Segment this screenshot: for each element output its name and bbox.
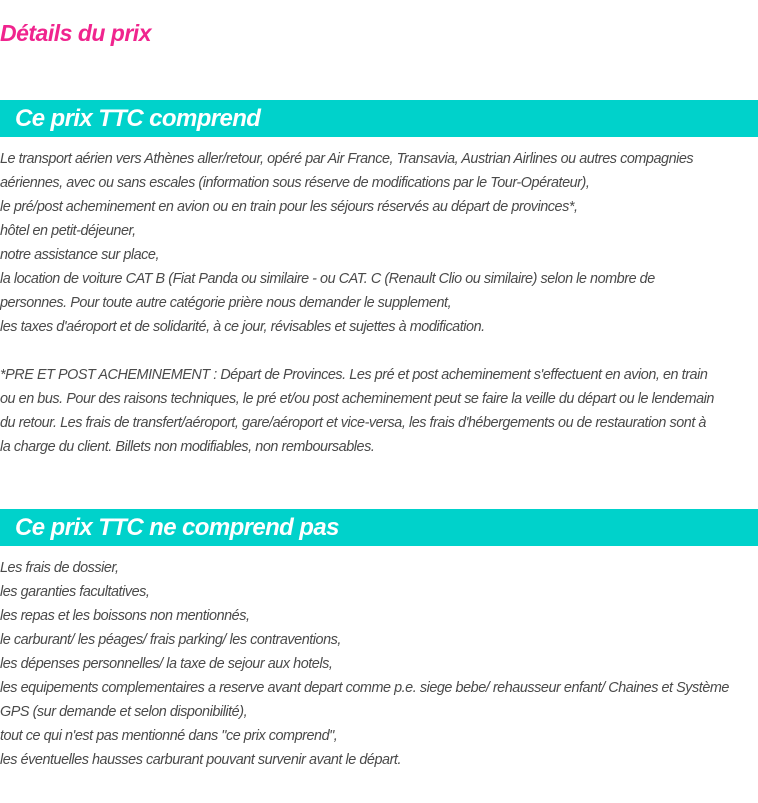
note-line: la charge du client. Billets non modifiables, non remboursables. (0, 439, 375, 455)
includes-line: notre assistance sur place, (0, 247, 160, 263)
includes-line: les taxes d'aéroport et de solidarité, à ce jour, révisables et sujettes à modification. (0, 319, 485, 335)
includes-line: la location de voiture CAT B (Fiat Panda ou similaire - ou CAT. C (Renault Clio ou similaire) selon le nombre de (0, 271, 655, 287)
excludes-line: les equipements complementaires a reserve avant depart comme p.e. siege bebe/ rehausseur enfant/ Chaines et Système (0, 680, 729, 696)
excludes-heading: Ce prix TTC ne comprend pas (0, 509, 758, 546)
note-line: ou en bus. Pour des raisons techniques, le pré et/ou post acheminement peut se faire la veille du départ ou le lendemain (0, 391, 714, 407)
excludes-line: GPS (sur demande et selon disponibilité), (0, 704, 248, 720)
includes-line: Le transport aérien vers Athènes aller/retour, opéré par Air France, Transavia, Austrian Airlines ou autres compagnies (0, 151, 694, 167)
excludes-line: les repas et les boissons non mentionnés, (0, 608, 250, 624)
excludes-line: les éventuelles hausses carburant pouvant survenir avant le départ. (0, 752, 402, 768)
excludes-line: Les frais de dossier, (0, 560, 119, 576)
excludes-line: les garanties facultatives, (0, 584, 150, 600)
includes-line: le pré/post acheminement en avion ou en train pour les séjours réservés au départ de provinces*, (0, 199, 578, 215)
includes-line: hôtel en petit-déjeuner, (0, 223, 136, 239)
excludes-line: les dépenses personnelles/ la taxe de sejour aux hotels, (0, 656, 333, 672)
includes-line: aériennes, avec ou sans escales (information sous réserve de modifications par le Tour-Opérateur), (0, 175, 590, 191)
note-line: du retour. Les frais de transfert/aéroport, gare/aéroport et vice-versa, les frais d'hébergements ou de restauration sont à (0, 415, 706, 431)
excludes-line: le carburant/ les péages/ frais parking/ les contraventions, (0, 632, 341, 648)
page-title: Détails du prix (0, 20, 151, 46)
excludes-list (0, 556, 758, 772)
includes-list (0, 147, 758, 339)
acheminement-note (0, 363, 758, 459)
note-line: *PRE ET POST ACHEMINEMENT : Départ de Provinces. Les pré et post acheminement s'effectuent en avion, en train (0, 367, 708, 383)
includes-heading: Ce prix TTC comprend (0, 100, 758, 137)
excludes-line: tout ce qui n'est pas mentionné dans "ce prix comprend", (0, 728, 338, 744)
includes-line: personnes. Pour toute autre catégorie prière nous demander le supplement, (0, 295, 452, 311)
